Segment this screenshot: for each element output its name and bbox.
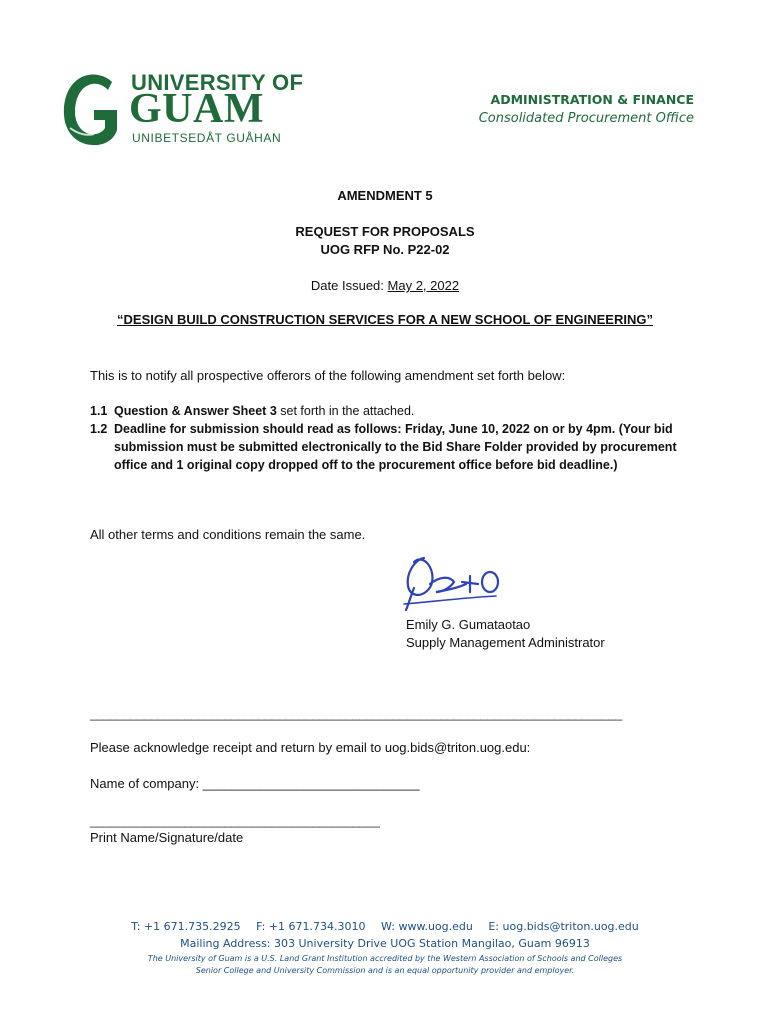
- item-number: 1.1: [90, 404, 108, 418]
- university-logo-mark: [60, 70, 122, 148]
- footer-phone: T: +1 671.735.2925: [131, 920, 241, 933]
- item-text: [114, 402, 414, 420]
- item-rest-text: set forth in the attached.: [276, 404, 415, 418]
- date-value: May 2, 2022: [387, 278, 460, 293]
- logo-university-of: UNIVERSITY OF: [131, 70, 304, 95]
- rfp-number: UOG RFP No. P22-02: [320, 242, 450, 257]
- signer-name: Emily G. Gumataotao: [406, 617, 531, 632]
- project-title-text: “DESIGN BUILD CONSTRUCTION SERVICES FOR A NEW SCHOOL OF ENGINEERING”: [117, 312, 653, 327]
- department-name: ADMINISTRATION & FINANCE: [490, 92, 694, 107]
- footer-mailing-address: Mailing Address: 303 University Drive UOG Station Mangilao, Guam 96913: [180, 937, 590, 950]
- footer-web: W: www.uog.edu: [381, 920, 473, 933]
- list-item: [90, 402, 690, 420]
- amendment-items: [90, 402, 690, 474]
- footer-email: E: uog.bids@triton.uog.edu: [488, 920, 639, 933]
- acknowledge-instruction: Please acknowledge receipt and return by email to uog.bids@triton.uog.edu:: [90, 740, 531, 755]
- divider-rule: _______________________________________________________________________________: [90, 706, 622, 721]
- print-name-label: Print Name/Signature/date: [90, 830, 244, 845]
- footer-fax: F: +1 671.734.3010: [256, 920, 366, 933]
- rfp-heading: REQUEST FOR PROPOSALS: [295, 224, 475, 239]
- item-bold-text: Question & Answer Sheet 3: [114, 404, 277, 418]
- footer-disclaimer-line1: The University of Guam is a U.S. Land Grant Institution accredited by the Western Association of Schools and Colleges: [147, 954, 623, 963]
- notify-paragraph: This is to notify all prospective offerors of the following amendment set forth below:: [90, 368, 566, 383]
- list-item: [90, 420, 690, 474]
- office-name: Consolidated Procurement Office: [478, 111, 694, 126]
- date-label: Date Issued:: [310, 278, 384, 293]
- project-title: [0, 312, 770, 327]
- other-terms: All other terms and conditions remain the same.: [90, 527, 366, 542]
- signer-block: [406, 616, 605, 652]
- footer-disclaimer: [0, 953, 770, 977]
- signature-line: ___________________________________________: [90, 813, 380, 828]
- amendment-heading: AMENDMENT 5: [337, 188, 433, 203]
- footer-contacts: [0, 920, 770, 933]
- company-name-line: Name of company: ______________________________: [90, 776, 420, 791]
- handwritten-signature: [400, 548, 510, 616]
- logo-guam: GUAM: [129, 86, 264, 132]
- footer-disclaimer-line2: Senior College and University Commission and is an equal opportunity provider and employer.: [195, 966, 575, 975]
- item-number: 1.2: [90, 422, 108, 436]
- logo-chamorro-name: UNIBETSEDÅT GUÅHAN: [132, 131, 282, 145]
- signer-title: Supply Management Administrator: [406, 635, 605, 650]
- item-text: Deadline for submission should read as follows: Friday, June 10, 2022 on or by 4pm. (Your bid submission must be submitted electronically to the Bid Share Folder provided by procurement office and 1 original copy dropped off to the procurement office before bid deadline.): [114, 422, 677, 472]
- date-issued: [0, 278, 770, 293]
